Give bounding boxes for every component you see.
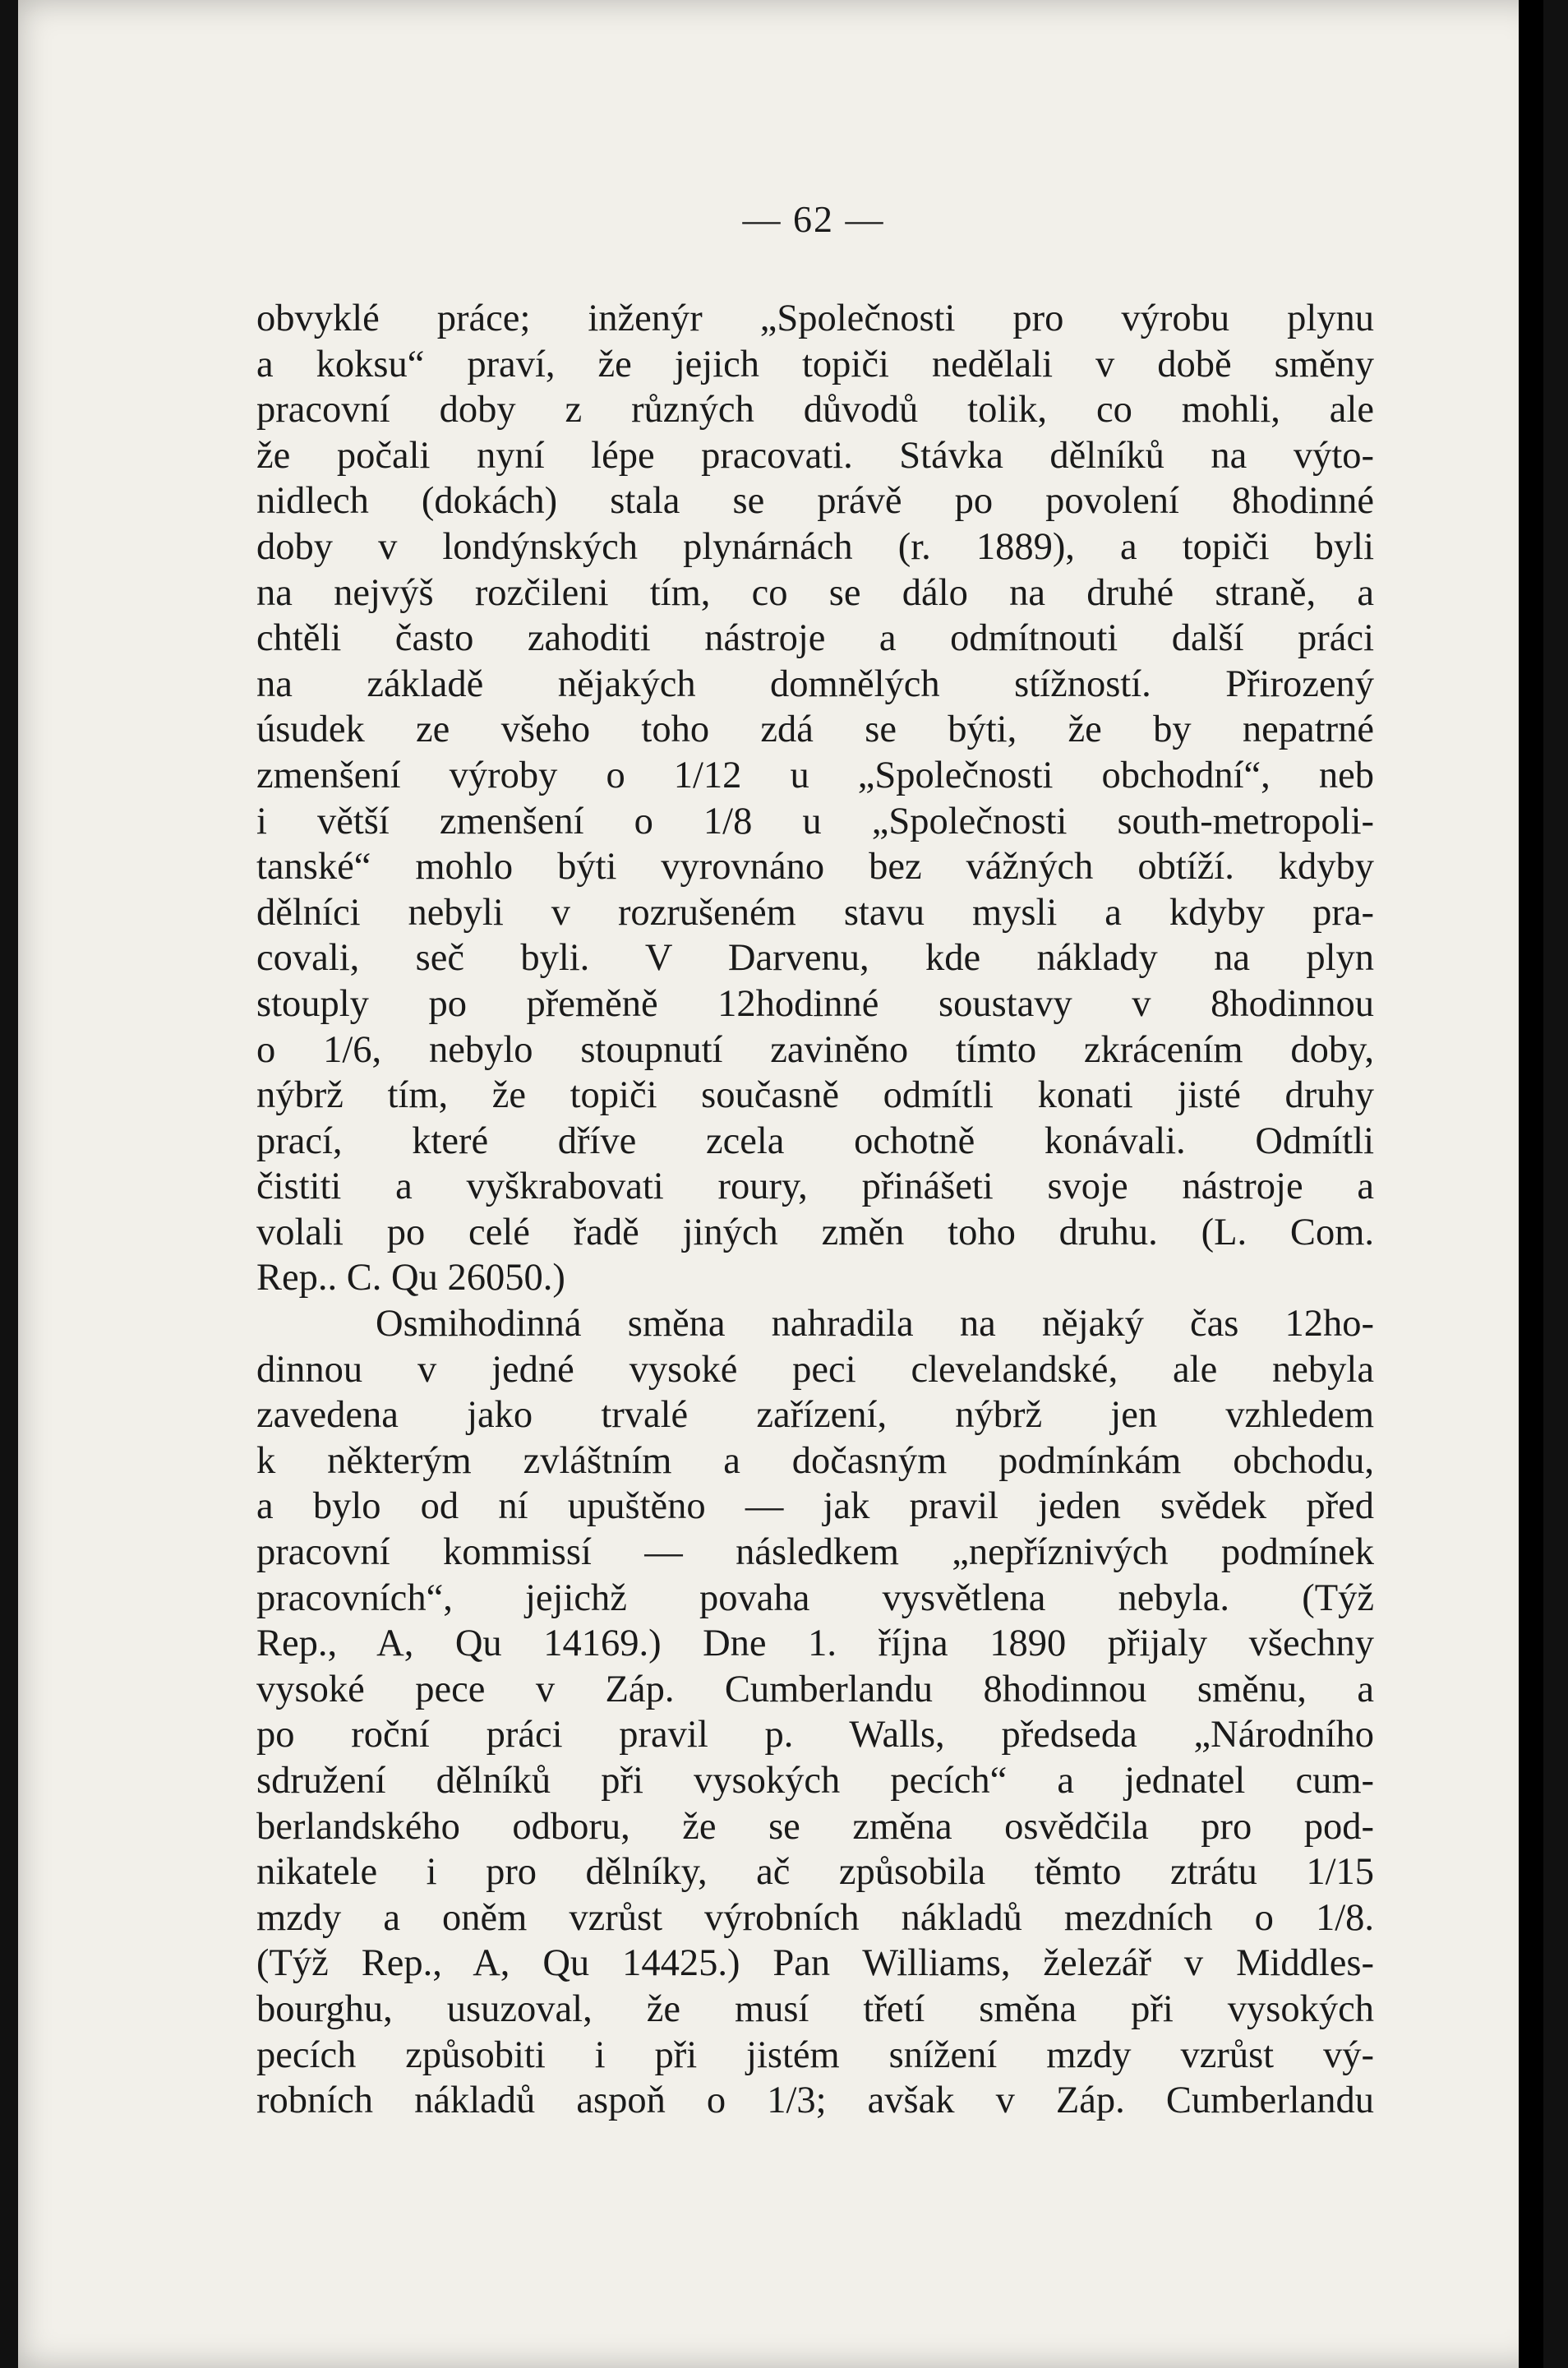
text-line: úsudek ze všeho toho zdá se býti, že by nepatrné xyxy=(256,709,1374,751)
text-line: pracovní kommissí — následkem „nepříznivých podmínek xyxy=(256,1531,1374,1574)
text-line: stouply po přeměně 12hodinné soustavy v 8hodinnou xyxy=(256,982,1374,1025)
text-line: nýbrž tím, že topiči současně odmítli konati jisté druhy xyxy=(256,1074,1374,1117)
text-line: vysoké pece v Záp. Cumberlandu 8hodinnou směnu, a xyxy=(256,1668,1374,1710)
text-line: o 1/6, nebylo stoupnutí zaviněno tímto zkrácením doby, xyxy=(256,1028,1374,1071)
text-line: prací, které dříve zcela ochotně konávali. Odmítli xyxy=(256,1119,1374,1162)
text-line: doby v londýnských plynárnách (r. 1889), a topiči byli xyxy=(256,525,1374,568)
text-line: mzdy a oněm vzrůst výrobních nákladů mezdních o 1/8. xyxy=(256,1896,1374,1939)
text-line: že počali nyní lépe pracovati. Stávka dělníků na výto- xyxy=(256,434,1374,477)
text-line: a bylo od ní upuštěno — jak pravil jeden svědek před xyxy=(256,1485,1374,1528)
document-page xyxy=(18,0,1543,2368)
text-line: na nejvýš rozčileni tím, co se dálo na druhé straně, a xyxy=(256,571,1374,614)
text-line: sdružení dělníků při vysokých pecích“ a jednatel cum- xyxy=(256,1760,1374,1802)
text-line: covali, seč byli. V Darvenu, kde náklady na plyn xyxy=(256,937,1374,980)
text-line: bourghu, usuzoval, že musí třetí směna při vysokých xyxy=(256,1987,1374,2030)
text-line: robních nákladů aspoň o 1/3; avšak v Záp. Cumberlandu xyxy=(256,2080,1374,2122)
text-line: (Týž Rep., A, Qu 14425.) Pan Williams, železář v Middles- xyxy=(256,1942,1374,1985)
text-line: nidlech (dokách) stala se právě po povolení 8hodinné xyxy=(256,480,1374,523)
text-line: chtěli často zahoditi nástroje a odmítnouti další práci xyxy=(256,617,1374,660)
text-line: obvyklé práce; inženýr „Společnosti pro výrobu plynu xyxy=(256,298,1374,339)
text-line: pracovní doby z různých důvodů tolik, co mohli, ale xyxy=(256,389,1374,432)
text-line: k některým zvláštním a dočasným podmínkám obchodu, xyxy=(256,1439,1374,1482)
text-line: tanské“ mohlo býti vyrovnáno bez vážných obtíží. kdyby xyxy=(256,846,1374,889)
text-line: Rep.. C. Qu 26050.) xyxy=(256,1257,565,1299)
body-text xyxy=(256,296,1374,2124)
text-line: Osmihodinná směna nahradila na nějaký čas 12ho- xyxy=(376,1303,1374,1346)
text-line: dělníci nebyli v rozrušeném stavu mysli a kdyby pra- xyxy=(256,891,1374,934)
text-line: zavedena jako trvalé zařízení, nýbrž jen vzhledem xyxy=(256,1394,1374,1437)
text-line: dinnou v jedné vysoké peci clevelandské, ale nebyla xyxy=(256,1348,1374,1391)
scan-edge xyxy=(1519,0,1543,2368)
text-line: pracovních“, jejichž povaha vysvětlena nebyla. (Týž xyxy=(256,1576,1374,1619)
text-line: a koksu“ praví, že jejich topiči nedělali v době směny xyxy=(256,343,1374,385)
text-line: pecích způsobiti i při jistém snížení mzdy vzrůst vý- xyxy=(256,2033,1374,2076)
text-line: berlandského odboru, že se změna osvědčila pro pod- xyxy=(256,1805,1374,1848)
text-line: zmenšení výroby o 1/12 u „Společnosti obchodní“, neb xyxy=(256,754,1374,796)
text-line: i větší zmenšení o 1/8 u „Společnosti south-metropoli- xyxy=(256,800,1374,842)
page-number: — 62 — xyxy=(742,198,885,240)
text-line: nikatele i pro dělníky, ač způsobila těmto ztrátu 1/15 xyxy=(256,1851,1374,1894)
text-line: volali po celé řadě jiných změn toho druhu. (L. Com. xyxy=(256,1211,1374,1253)
text-line: čistiti a vyškrabovati roury, přinášeti svoje nástroje a xyxy=(256,1166,1374,1208)
text-line: Rep., A, Qu 14169.) Dne 1. října 1890 přijaly všechny xyxy=(256,1623,1374,1665)
text-line: na základě nějakých domnělých stížností. Přirozený xyxy=(256,662,1374,705)
text-line: po roční práci pravil p. Walls, předseda „Národního xyxy=(256,1714,1374,1756)
